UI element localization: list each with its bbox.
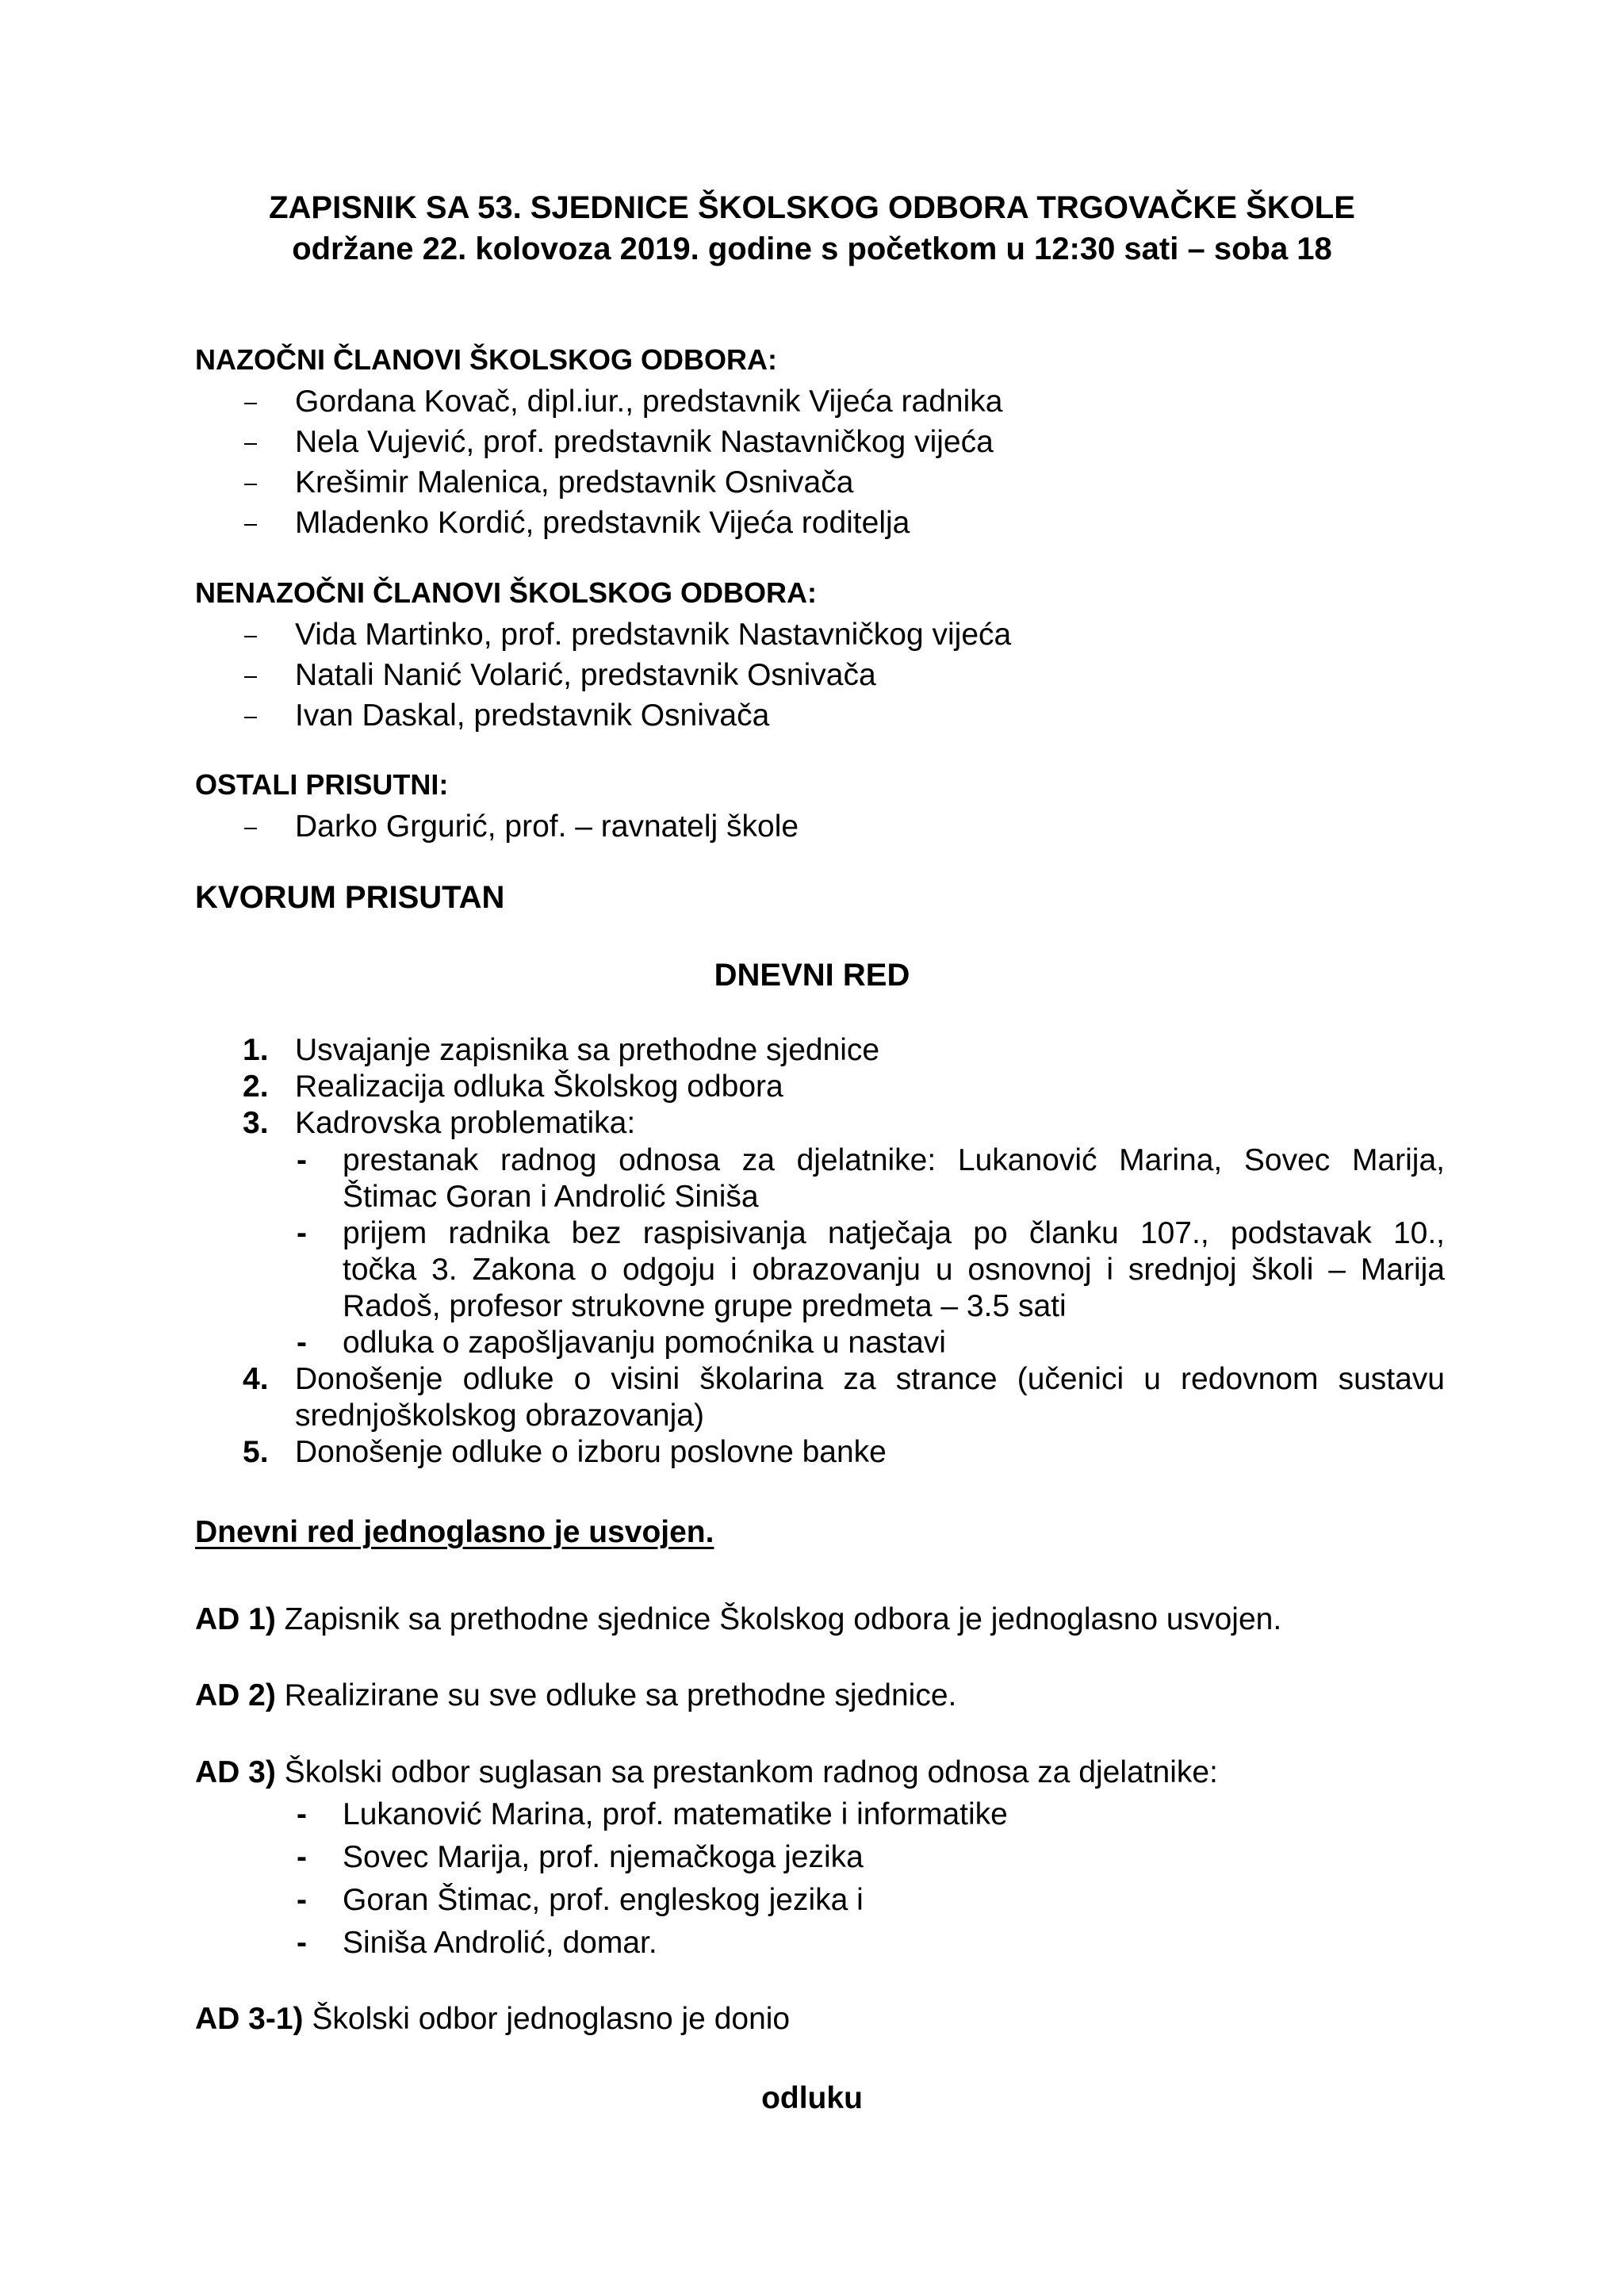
agenda-sub-item-1-line-1: prestanak radnog odnosa za djelatnike: Lukanović Marina, Sovec Marija, bbox=[343, 1143, 1445, 1177]
agenda-item-4-line-2: srednjoškolskog obrazovanja) bbox=[295, 1399, 704, 1433]
absent-member-2: Natali Nanić Volarić, predstavnik Osnivača bbox=[295, 658, 876, 692]
present-member-1: Gordana Kovač, dipl.iur., predstavnik Vijeća radnika bbox=[295, 385, 1003, 419]
document-title-line-1: ZAPISNIK SA 53. SJEDNICE ŠKOLSKOG ODBORA TRGOVAČKE ŠKOLE bbox=[269, 190, 1355, 225]
ad-1-label: AD 1) bbox=[195, 1602, 276, 1636]
list-dash bbox=[244, 657, 257, 695]
list-dash bbox=[244, 505, 257, 542]
agenda-sub-item-1-line-2: Štimac Goran i Androlić Siniša bbox=[343, 1180, 759, 1214]
ad-2-label: AD 2) bbox=[195, 1678, 276, 1712]
agenda-number-5: 5. bbox=[243, 1435, 269, 1469]
others-present-1: Darko Grgurić, prof. – ravnatelj škole bbox=[295, 809, 799, 844]
others-present-heading: OSTALI PRISUTNI: bbox=[195, 768, 449, 801]
ad-3-text: Školski odbor suglasan sa prestankom radnog odnosa za djelatnike: bbox=[275, 1755, 1218, 1789]
agenda-sub-item-2-line-3: Radoš, profesor strukovne grupe predmeta – 3.5 sati bbox=[343, 1289, 1067, 1323]
agenda-sub-item-3: odluka o zapošljavanju pomoćnika u nastavi bbox=[343, 1326, 946, 1360]
agenda-item-2: Realizacija odluka Školskog odbora bbox=[295, 1070, 783, 1104]
agenda-adopted-statement: Dnevni red jednoglasno je usvojen. bbox=[195, 1515, 714, 1549]
ad-3-label: AD 3) bbox=[195, 1755, 276, 1789]
agenda-number-1: 1. bbox=[243, 1033, 269, 1067]
list-dash bbox=[244, 809, 257, 846]
ad-2-paragraph bbox=[195, 1678, 956, 1715]
sub-item-hyphen: - bbox=[297, 1216, 307, 1250]
agenda-number-3: 3. bbox=[243, 1106, 269, 1140]
absent-member-1: Vida Martinko, prof. predstavnik Nastavničkog vijeća bbox=[295, 618, 1012, 652]
agenda-number-2: 2. bbox=[243, 1070, 269, 1104]
ad-1-paragraph bbox=[195, 1601, 1281, 1639]
ad-3-item-2: Sovec Marija, prof. njemačkoga jezika bbox=[343, 1840, 864, 1874]
sub-item-hyphen: - bbox=[297, 1143, 307, 1177]
present-members-heading: NAZOČNI ČLANOVI ŠKOLSKOG ODBORA: bbox=[195, 343, 777, 376]
agenda-item-3: Kadrovska problematika: bbox=[295, 1106, 636, 1140]
agenda-number-4: 4. bbox=[243, 1362, 269, 1396]
list-hyphen: - bbox=[297, 1840, 307, 1874]
agenda-item-5: Donošenje odluke o izboru poslovne banke bbox=[295, 1435, 887, 1469]
list-hyphen: - bbox=[297, 1883, 307, 1917]
present-member-3: Krešimir Malenica, predstavnik Osnivača bbox=[295, 465, 854, 499]
quorum-statement: KVORUM PRISUTAN bbox=[195, 880, 505, 915]
ad-3-item-1: Lukanović Marina, prof. matematike i informatike bbox=[343, 1797, 1008, 1831]
ad-3-paragraph bbox=[195, 1755, 1218, 1792]
list-dash bbox=[244, 465, 257, 502]
ad-1-text: Zapisnik sa prethodne sjednice Školskog odbora je jednoglasno usvojen. bbox=[275, 1602, 1282, 1636]
list-dash bbox=[244, 424, 257, 461]
agenda-item-1: Usvajanje zapisnika sa prethodne sjednice bbox=[295, 1033, 880, 1067]
decision-heading: odluku bbox=[761, 2081, 863, 2115]
list-dash bbox=[244, 698, 257, 735]
ad-3-1-text: Školski odbor jednoglasno je donio bbox=[303, 2002, 791, 2036]
ad-2-text: Realizirane su sve odluke sa prethodne sjednice. bbox=[275, 1678, 957, 1712]
agenda-sub-item-2-line-2: točka 3. Zakona o odgoju i obrazovanju u osnovnoj i srednjoj školi – Marija bbox=[343, 1253, 1445, 1287]
list-dash bbox=[244, 617, 257, 654]
present-member-4: Mladenko Kordić, predstavnik Vijeća roditelja bbox=[295, 506, 910, 540]
list-hyphen: - bbox=[297, 1926, 307, 1960]
agenda-heading: DNEVNI RED bbox=[714, 958, 910, 993]
ad-3-1-label: AD 3-1) bbox=[195, 2002, 304, 2036]
agenda-item-4-line-1: Donošenje odluke o visini školarina za strance (učenici u redovnom sustavu bbox=[295, 1362, 1445, 1396]
list-hyphen: - bbox=[297, 1797, 307, 1831]
ad-3-item-4: Siniša Androlić, domar. bbox=[343, 1926, 657, 1960]
ad-3-1-paragraph bbox=[195, 2001, 790, 2038]
absent-member-3: Ivan Daskal, predstavnik Osnivača bbox=[295, 698, 770, 733]
document-title-line-2: održane 22. kolovoza 2019. godine s početkom u 12:30 sati – soba 18 bbox=[292, 232, 1332, 266]
sub-item-hyphen: - bbox=[297, 1326, 307, 1360]
absent-members-heading: NENAZOČNI ČLANOVI ŠKOLSKOG ODBORA: bbox=[195, 576, 818, 609]
ad-3-item-3: Goran Štimac, prof. engleskog jezika i bbox=[343, 1883, 864, 1917]
list-dash bbox=[244, 384, 257, 421]
agenda-sub-item-2-line-1: prijem radnika bez raspisivanja natječaja po članku 107., podstavak 10., bbox=[343, 1216, 1445, 1250]
present-member-2: Nela Vujević, prof. predstavnik Nastavničkog vijeća bbox=[295, 425, 994, 459]
